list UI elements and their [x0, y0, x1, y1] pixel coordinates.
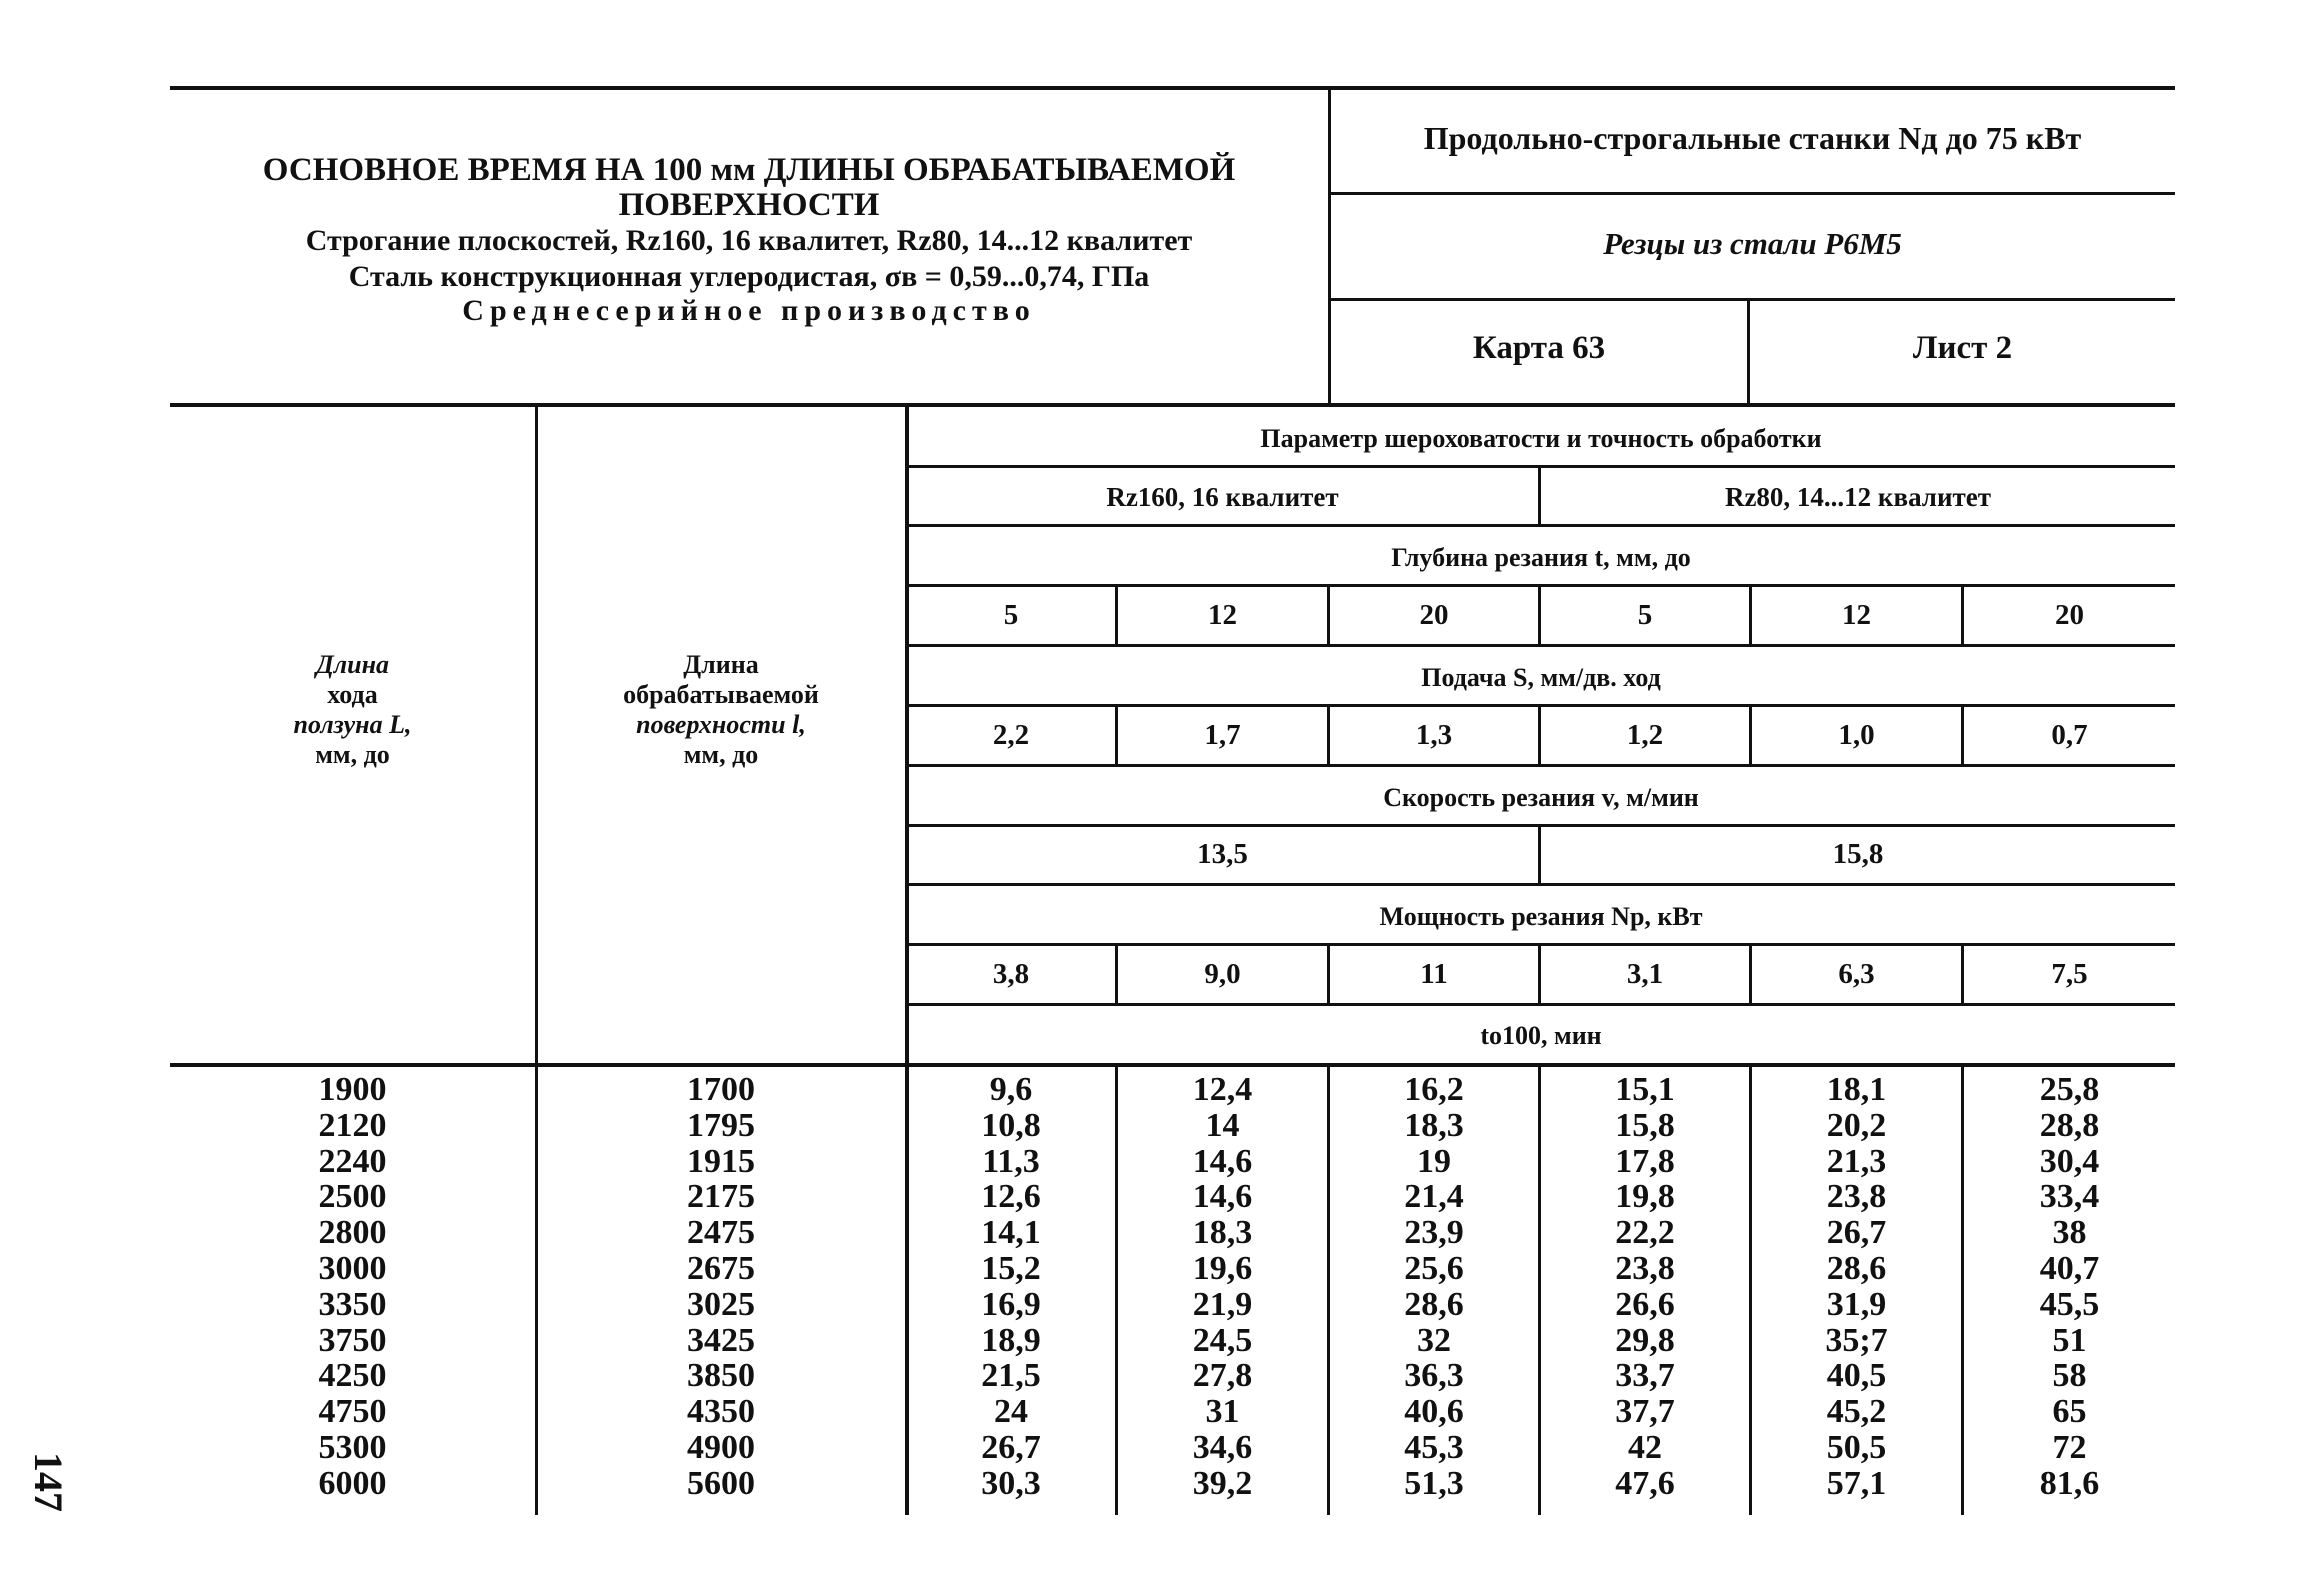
subtitle-processing: Строгание плоскостей, Rz160, 16 квалитет, Rz80, 14...12 квалитет	[305, 224, 1193, 257]
table-cell: 25,8	[2039, 1071, 2100, 1108]
rule-depth-header	[907, 584, 2175, 587]
table-cell: 45,2	[1826, 1393, 1887, 1431]
tool-material: Резцы из стали Р6М5	[1603, 226, 1902, 261]
table-cell: 14,6	[1192, 1142, 1253, 1180]
col-time-6	[1964, 1072, 2175, 1502]
feed-value: 1,7	[1204, 719, 1241, 751]
power-value: 3,1	[1626, 958, 1664, 990]
table-cell: 17,8	[1615, 1142, 1675, 1180]
table-cell: 42	[1628, 1428, 1662, 1466]
feed-value: 0,7	[2051, 719, 2088, 751]
col-time-4	[1541, 1072, 1749, 1502]
table-cell: 14,1	[981, 1214, 1041, 1252]
table-cell: 1700	[687, 1071, 755, 1108]
table-cell: 18,3	[1404, 1106, 1464, 1144]
table-cell: 18,1	[1826, 1071, 1887, 1108]
table-cell: 31,9	[1826, 1285, 1887, 1323]
table-cell: 3350	[318, 1285, 387, 1323]
table-cell: 33,7	[1615, 1357, 1675, 1395]
table-cell: 15,1	[1615, 1071, 1675, 1108]
rule-depths	[907, 644, 2175, 647]
table-cell: 40,6	[1404, 1393, 1464, 1431]
rule-speeds	[907, 883, 2175, 886]
table-cell: 3025	[687, 1285, 755, 1323]
table-cell: 31	[1205, 1393, 1240, 1431]
header-line: поверхности l,	[636, 710, 806, 739]
col-time-1	[907, 1072, 1115, 1502]
table-cell: 12,6	[981, 1178, 1041, 1216]
table-cell: 19	[1417, 1142, 1451, 1180]
depth-value: 5	[1637, 599, 1653, 631]
table-cell: 81,6	[2039, 1464, 2100, 1502]
machine-type: Продольно-строгальные станки Nд до 75 кВт	[1423, 120, 2082, 156]
depth-value: 12	[1208, 599, 1237, 631]
power-value: 7,5	[2051, 958, 2088, 990]
table-cell: 18,9	[981, 1321, 1041, 1359]
col-stroke-length-header	[170, 650, 535, 770]
header-line: Длина	[316, 650, 389, 679]
card-number: Карта 63	[1472, 330, 1606, 366]
table-cell: 19,6	[1192, 1249, 1253, 1287]
table-cell: 16,9	[981, 1285, 1041, 1323]
table-cell: 3750	[318, 1321, 387, 1359]
table-cell: 14	[1205, 1106, 1240, 1144]
top-rule	[170, 86, 2175, 90]
rule-groups	[907, 524, 2175, 527]
feed-value: 1,0	[1838, 719, 1875, 751]
depth-value: 20	[1419, 599, 1449, 631]
title-line-1: ОСНОВНОЕ ВРЕМЯ НА 100 мм ДЛИНЫ ОБРАБАТЫВАЕМОЙ	[262, 152, 1236, 188]
table-cell: 28,6	[1826, 1249, 1887, 1287]
title-line-2: ПОВЕРХНОСТИ	[618, 187, 880, 223]
page-title	[170, 150, 1328, 223]
table-cell: 5600	[687, 1464, 755, 1502]
subtitle-material: Сталь конструкционная углеродистая, σв = 0,59...0,74, ГПа	[348, 260, 1150, 293]
table-cell: 35;7	[1825, 1321, 1888, 1359]
rule-powers	[907, 1003, 2175, 1006]
table-cell: 26,6	[1615, 1285, 1675, 1323]
table-cell: 9,6	[989, 1071, 1033, 1108]
table-cell: 21,4	[1404, 1178, 1464, 1216]
rule-power-header	[907, 943, 2175, 946]
table-cell: 45,3	[1404, 1428, 1464, 1466]
table-cell: 50,5	[1826, 1428, 1887, 1466]
table-cell: 1915	[687, 1142, 755, 1180]
header-rule-2	[1330, 298, 2175, 301]
table-cell: 65	[2052, 1393, 2087, 1431]
power-header: Мощность резания Np, кВт	[1379, 902, 1703, 931]
header-line: обрабатываемой	[623, 680, 819, 709]
table-cell: 47,6	[1615, 1464, 1675, 1502]
rule-speed-header	[907, 824, 2175, 827]
table-cell: 16,2	[1404, 1071, 1464, 1108]
table-cell: 2175	[687, 1178, 755, 1216]
table-cell: 2675	[687, 1249, 755, 1287]
table-cell: 2800	[318, 1214, 387, 1252]
table-cell: 2120	[318, 1106, 387, 1144]
table-cell: 51,3	[1404, 1464, 1464, 1502]
table-cell: 15,8	[1615, 1106, 1675, 1144]
depth-header: Глубина резания t, мм, до	[1391, 543, 1691, 572]
table-cell: 15,2	[981, 1249, 1041, 1287]
param-header: Параметр шероховатости и точность обработки	[1260, 424, 1822, 453]
table-cell: 2475	[687, 1214, 755, 1252]
table-cell: 11,3	[982, 1142, 1040, 1180]
sheet-number: Лист 2	[1912, 330, 2013, 366]
header-line: Длина	[683, 650, 759, 679]
table-cell: 27,8	[1192, 1357, 1253, 1395]
table-cell: 4750	[318, 1393, 387, 1431]
feed-value: 1,3	[1415, 719, 1453, 751]
table-cell: 23,9	[1404, 1214, 1464, 1252]
table-cell: 4900	[687, 1428, 755, 1466]
subtitle-production: Среднесерийное производство	[462, 294, 1036, 327]
table-cell: 6000	[318, 1464, 387, 1502]
table-cell: 28,6	[1404, 1285, 1464, 1323]
table-cell: 26,7	[1826, 1214, 1887, 1252]
depth-value: 20	[2055, 599, 2084, 631]
table-cell: 37,7	[1615, 1393, 1675, 1431]
table-cell: 23,8	[1826, 1178, 1887, 1216]
table-body-rule	[170, 1063, 2175, 1067]
power-value: 9,0	[1204, 958, 1241, 990]
rule-feeds	[907, 764, 2175, 767]
table-cell: 3425	[687, 1321, 755, 1359]
feed-header: Подача S, мм/дв. ход	[1421, 663, 1661, 692]
table-cell: 18,3	[1192, 1214, 1253, 1252]
table-cell: 34,6	[1192, 1428, 1253, 1466]
table-cell: 10,8	[981, 1106, 1041, 1144]
feed-value: 1,2	[1626, 719, 1664, 751]
table-cell: 22,2	[1615, 1214, 1675, 1252]
group1-label: Rz160, 16 квалитет	[1106, 482, 1339, 512]
table-cell: 39,2	[1192, 1464, 1253, 1502]
col-stroke-length	[170, 1072, 535, 1502]
header-rule-1	[1330, 192, 2175, 195]
power-value: 6,3	[1838, 958, 1875, 990]
table-cell: 40,7	[2039, 1249, 2100, 1287]
table-cell: 20,2	[1826, 1106, 1887, 1144]
table-cell: 24,5	[1192, 1321, 1253, 1359]
table-cell: 1795	[687, 1106, 755, 1144]
feed-value: 2,2	[992, 719, 1030, 751]
power-value: 3,8	[992, 958, 1030, 990]
table-cell: 36,3	[1404, 1357, 1464, 1395]
table-cell: 32	[1417, 1321, 1451, 1359]
rule-param	[907, 465, 2175, 468]
table-cell: 45,5	[2039, 1285, 2100, 1323]
table-cell: 1900	[318, 1071, 387, 1108]
table-cell: 14,6	[1192, 1178, 1253, 1216]
table-cell: 2240	[318, 1142, 387, 1180]
table-cell: 38	[2052, 1214, 2087, 1252]
table-cell: 3000	[318, 1249, 387, 1287]
group2-label: Rz80, 14...12 квалитет	[1724, 482, 1992, 512]
page-number: 147	[26, 1452, 71, 1512]
table-cell: 21,3	[1826, 1142, 1887, 1180]
table-cell: 25,6	[1404, 1249, 1464, 1287]
table-cell: 28,8	[2039, 1106, 2100, 1144]
table-cell: 40,5	[1826, 1357, 1887, 1395]
header-line: мм, до	[315, 740, 390, 769]
col-time-2	[1118, 1072, 1327, 1502]
rule-feed-header	[907, 704, 2175, 707]
table-cell: 2500	[318, 1178, 387, 1216]
table-cell: 5300	[318, 1428, 387, 1466]
depth-value: 12	[1842, 599, 1871, 631]
table-cell: 3850	[687, 1357, 755, 1395]
table-cell: 23,8	[1615, 1249, 1675, 1287]
col-time-3	[1330, 1072, 1538, 1502]
table-cell: 21,9	[1192, 1285, 1253, 1323]
table-cell: 4250	[318, 1357, 387, 1395]
table-cell: 19,8	[1615, 1178, 1675, 1216]
table-cell: 29,8	[1615, 1321, 1675, 1359]
col-surface-length	[537, 1072, 905, 1502]
header-line: мм, до	[683, 740, 759, 769]
depth-value: 5	[1003, 599, 1019, 631]
header-line: хода	[327, 680, 378, 709]
table-cell: 26,7	[981, 1428, 1041, 1466]
power-value: 11	[1420, 958, 1448, 990]
header-bottom-rule	[170, 403, 2175, 407]
table-cell: 51	[2052, 1321, 2087, 1359]
table-cell: 12,4	[1192, 1071, 1253, 1108]
table-cell: 30,3	[981, 1464, 1041, 1502]
header-line: ползуна L,	[293, 710, 412, 739]
time-header: to100, мин	[1480, 1021, 1602, 1050]
speed-value: 15,8	[1832, 838, 1884, 870]
col-time-5	[1752, 1072, 1961, 1502]
table-cell: 33,4	[2039, 1178, 2100, 1216]
col-surface-length-header	[537, 650, 905, 770]
table-cell: 57,1	[1826, 1464, 1887, 1502]
speed-value: 13,5	[1197, 838, 1248, 870]
table-cell: 72	[2052, 1428, 2087, 1466]
table-cell: 24	[994, 1393, 1028, 1431]
speed-header: Скорость резания v, м/мин	[1383, 783, 1699, 812]
table-cell: 21,5	[981, 1357, 1041, 1395]
table-cell: 30,4	[2039, 1142, 2100, 1180]
table-cell: 4350	[687, 1393, 755, 1431]
table-cell: 58	[2052, 1357, 2087, 1395]
